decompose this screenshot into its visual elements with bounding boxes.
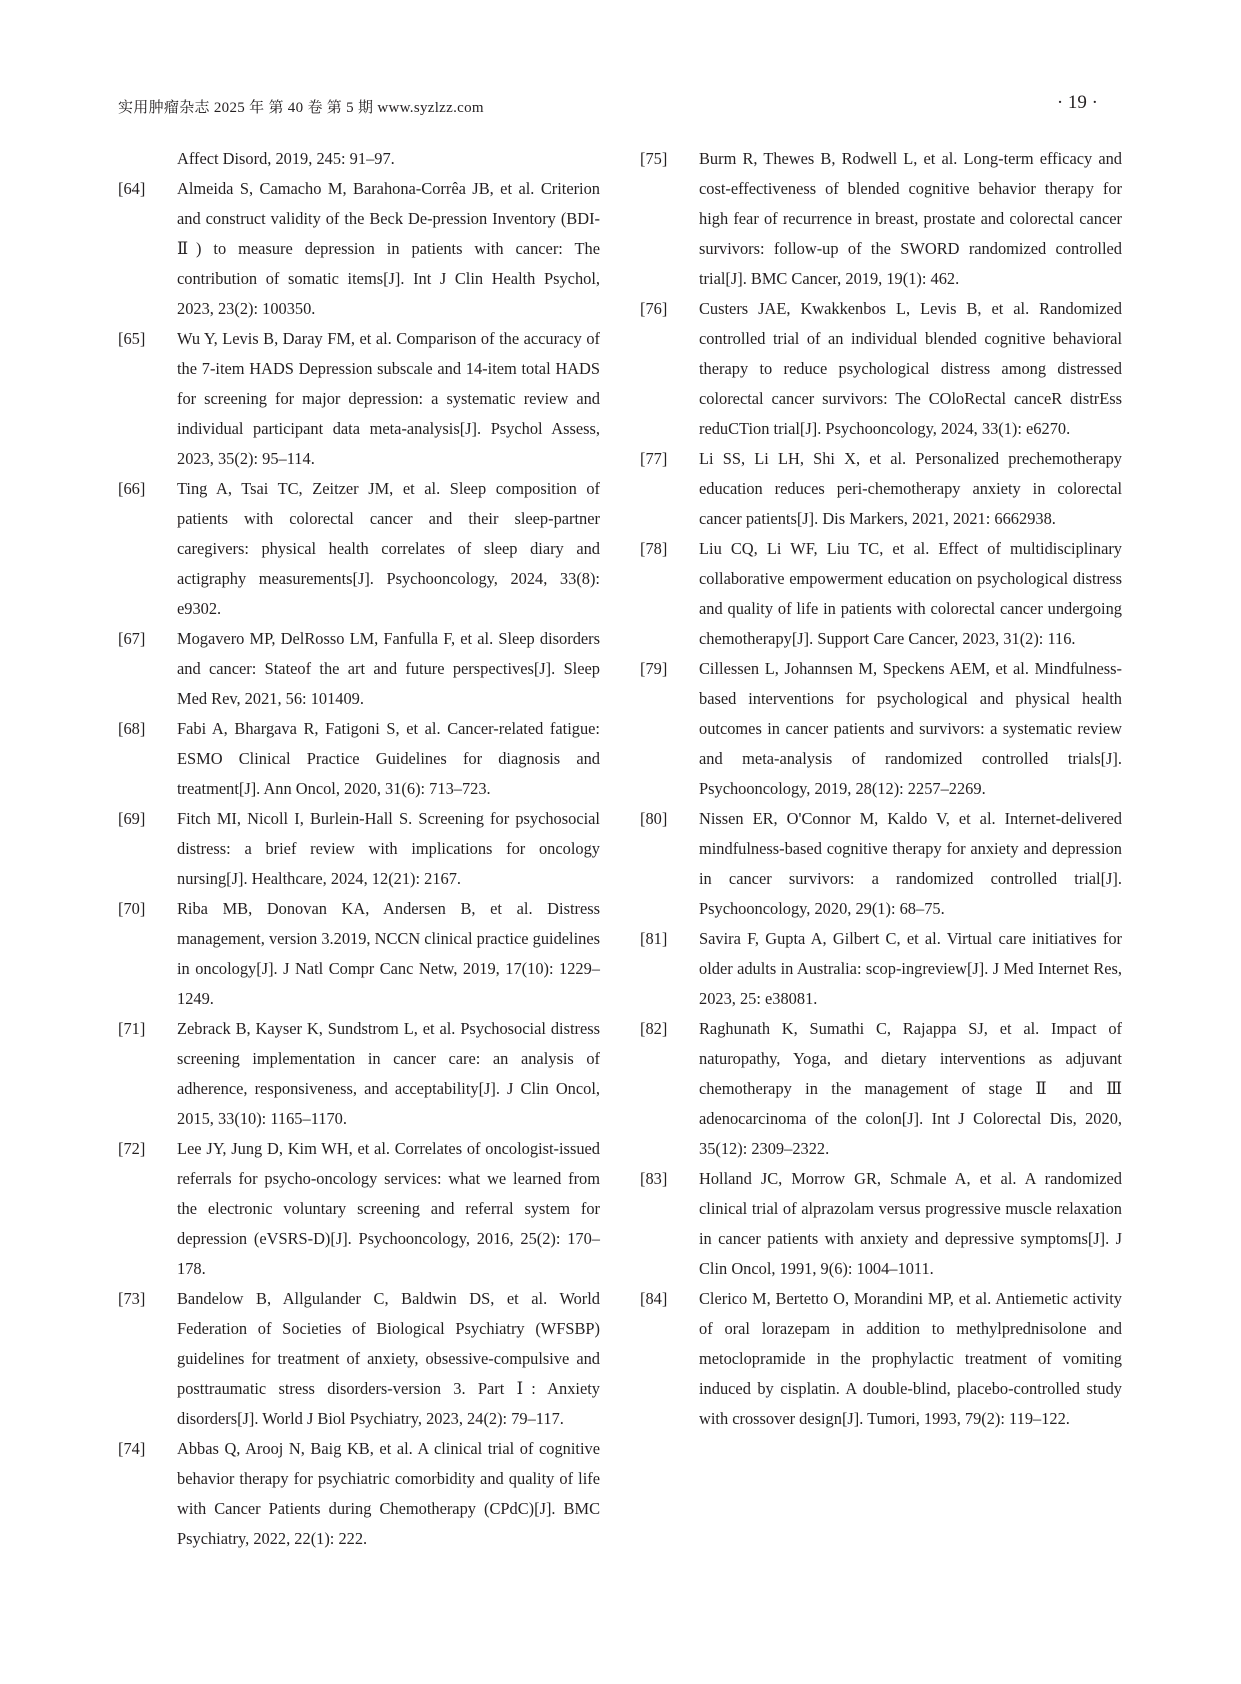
reference-text: Cillessen L, Johannsen M, Speckens AEM, et al. Mindfulness-based interventions for psychological and physical health outcomes in cancer patients and survivors: a systematic review and meta-analysis of randomized controlled trials[J]. Psychooncology, 2019, 28(12): 2257–2269. [699, 659, 1122, 798]
running-header [118, 92, 1098, 116]
reference-item [640, 1014, 1122, 1164]
reference-item [640, 924, 1122, 1014]
reference-number: [81] [640, 929, 668, 948]
reference-text: Savira F, Gupta A, Gilbert C, et al. Virtual care initiatives for older adults in Australia: scop-ingreview[J]. J Med Internet Res, 2023, 25: e38081. [699, 929, 1122, 1008]
reference-number: [79] [640, 659, 668, 678]
reference-text: Clerico M, Bertetto O, Morandini MP, et al. Antiemetic activity of oral lorazepam in addition to methylprednisolone and metoclopramide in the prophylactic treatment of vomiting induced by cisplatin. A double-blind, placebo-controlled study with crossover design[J]. Tumori, 1993, 79(2): 119–122. [699, 1289, 1122, 1428]
reference-text: Holland JC, Morrow GR, Schmale A, et al. A randomized clinical trial of alprazolam versus progressive muscle relaxation in cancer patients with anxiety and depressive symptoms[J]. J Clin Oncol, 1991, 9(6): 1004–1011. [699, 1169, 1122, 1278]
reference-item [640, 804, 1122, 924]
reference-text: Custers JAE, Kwakkenbos L, Levis B, et al. Randomized controlled trial of an individual blended cognitive behavioral therapy to reduce psychological distress among distressed colorectal cancer survivors: The COloRectal canceR distrEss reduCTion trial[J]. Psychooncology, 2024, 33(1): e6270. [699, 299, 1122, 438]
reference-text: Riba MB, Donovan KA, Andersen B, et al. Distress management, version 3.2019, NCCN clinical practice guidelines in oncology[J]. J Natl Compr Canc Netw, 2019, 17(10): 1229–1249. [177, 899, 600, 1008]
reference-number: [65] [118, 329, 146, 348]
reference-item [118, 174, 600, 324]
reference-text: Affect Disord, 2019, 245: 91–97. [177, 149, 395, 168]
reference-item [640, 294, 1122, 444]
reference-number: [67] [118, 629, 146, 648]
reference-number: [75] [640, 149, 668, 168]
reference-text: Mogavero MP, DelRosso LM, Fanfulla F, et al. Sleep disorders and cancer: Stateof the art and future perspectives[J]. Sleep Med Rev, 2021, 56: 101409. [177, 629, 600, 708]
reference-text: Burm R, Thewes B, Rodwell L, et al. Long-term efficacy and cost-effectiveness of blended cognitive behavior therapy for high fear of recurrence in breast, prostate and colorectal cancer survivors: follow-up of the SWORD randomized controlled trial[J]. BMC Cancer, 2019, 19(1): 462. [699, 149, 1122, 288]
journal-title: 实用肿瘤杂志 2025 年 第 40 卷 第 5 期 www.syzlzz.com [118, 100, 484, 116]
reference-item [640, 1164, 1122, 1284]
reference-number: [66] [118, 479, 146, 498]
reference-text: Lee JY, Jung D, Kim WH, et al. Correlates of oncologist-issued referrals for psycho-oncology services: what we learned from the electronic voluntary screening and referral system for depression (eVSRS-D)[J]. Psychooncology, 2016, 25(2): 170–178. [177, 1139, 600, 1278]
reference-number: [72] [118, 1139, 146, 1158]
right-column [640, 144, 1122, 1434]
page-number: · 19 · [1056, 92, 1098, 113]
reference-continuation [118, 144, 600, 174]
left-column [118, 144, 600, 1554]
reference-text: Liu CQ, Li WF, Liu TC, et al. Effect of multidisciplinary collaborative empowerment education on psychological distress and quality of life in patients with colorectal cancer undergoing chemotherapy[J]. Support Care Cancer, 2023, 31(2): 116. [699, 539, 1122, 648]
reference-item [640, 444, 1122, 534]
reference-number: [80] [640, 809, 668, 828]
reference-item [118, 804, 600, 894]
reference-text: Fabi A, Bhargava R, Fatigoni S, et al. Cancer-related fatigue: ESMO Clinical Practice Guidelines for diagnosis and treatment[J]. Ann Oncol, 2020, 31(6): 713–723. [177, 719, 600, 798]
reference-number: [82] [640, 1019, 668, 1038]
reference-number: [84] [640, 1289, 668, 1308]
reference-item [118, 1434, 600, 1554]
reference-item [118, 324, 600, 474]
reference-item [118, 1284, 600, 1434]
reference-number: [69] [118, 809, 146, 828]
reference-text: Raghunath K, Sumathi C, Rajappa SJ, et al. Impact of naturopathy, Yoga, and dietary interventions as adjuvant chemotherapy in the management of stage Ⅱ and Ⅲ adenocarcinoma of the colon[J]. Int J Colorectal Dis, 2020, 35(12): 2309–2322. [699, 1019, 1122, 1158]
reference-number: [70] [118, 899, 146, 918]
reference-item [118, 894, 600, 1014]
reference-item [118, 474, 600, 624]
reference-number: [68] [118, 719, 146, 738]
reference-item [118, 714, 600, 804]
reference-number: [73] [118, 1289, 146, 1308]
reference-text: Ting A, Tsai TC, Zeitzer JM, et al. Sleep composition of patients with colorectal cancer and their sleep-partner caregivers: physical health correlates of sleep diary and actigraphy measurements[J]. Psychooncology, 2024, 33(8): e9302. [177, 479, 600, 618]
reference-item [640, 144, 1122, 294]
reference-text: Almeida S, Camacho M, Barahona-Corrêa JB, et al. Criterion and construct validity of the Beck De-pression Inventory (BDI-Ⅱ) to measure depression in patients with cancer: The contribution of somatic items[J]. Int J Clin Health Psychol, 2023, 23(2): 100350. [177, 179, 600, 318]
reference-item [640, 534, 1122, 654]
reference-text: Wu Y, Levis B, Daray FM, et al. Comparison of the accuracy of the 7-item HADS Depression subscale and 14-item total HADS for screening for major depression: a systematic review and individual participant data meta-analysis[J]. Psychol Assess, 2023, 35(2): 95–114. [177, 329, 600, 468]
reference-item [118, 1134, 600, 1284]
reference-text: Bandelow B, Allgulander C, Baldwin DS, et al. World Federation of Societies of Biological Psychiatry (WFSBP) guidelines for treatment of anxiety, obsessive-compulsive and posttraumatic stress disorders-version 3. Part Ⅰ: Anxiety disorders[J]. World J Biol Psychiatry, 2023, 24(2): 79–117. [177, 1289, 600, 1428]
reference-text: Zebrack B, Kayser K, Sundstrom L, et al. Psychosocial distress screening implementation in cancer care: an analysis of adherence, responsiveness, and acceptability[J]. J Clin Oncol, 2015, 33(10): 1165–1170. [177, 1019, 600, 1128]
reference-text: Fitch MI, Nicoll I, Burlein-Hall S. Screening for psychosocial distress: a brief review with implications for oncology nursing[J]. Healthcare, 2024, 12(21): 2167. [177, 809, 600, 888]
reference-item [118, 624, 600, 714]
right-reference-list [640, 144, 1122, 1434]
reference-number: [64] [118, 179, 146, 198]
reference-text: Nissen ER, O'Connor M, Kaldo V, et al. Internet-delivered mindfulness-based cognitive therapy for anxiety and depression in cancer survivors: a randomized controlled trial[J]. Psychooncology, 2020, 29(1): 68–75. [699, 809, 1122, 918]
reference-number: [78] [640, 539, 668, 558]
reference-text: Li SS, Li LH, Shi X, et al. Personalized prechemotherapy education reduces peri-chemotherapy anxiety in colorectal cancer patients[J]. Dis Markers, 2021, 2021: 6662938. [699, 449, 1122, 528]
reference-number: [76] [640, 299, 668, 318]
reference-number: [77] [640, 449, 668, 468]
left-reference-list [118, 174, 600, 1554]
reference-number: [83] [640, 1169, 668, 1188]
reference-number: [74] [118, 1439, 146, 1458]
reference-item [640, 1284, 1122, 1434]
reference-text: Abbas Q, Arooj N, Baig KB, et al. A clinical trial of cognitive behavior therapy for psychiatric comorbidity and quality of life with Cancer Patients during Chemotherapy (CPdC)[J]. BMC Psychiatry, 2022, 22(1): 222. [177, 1439, 600, 1548]
reference-item [118, 1014, 600, 1134]
reference-item [640, 654, 1122, 804]
reference-number: [71] [118, 1019, 146, 1038]
